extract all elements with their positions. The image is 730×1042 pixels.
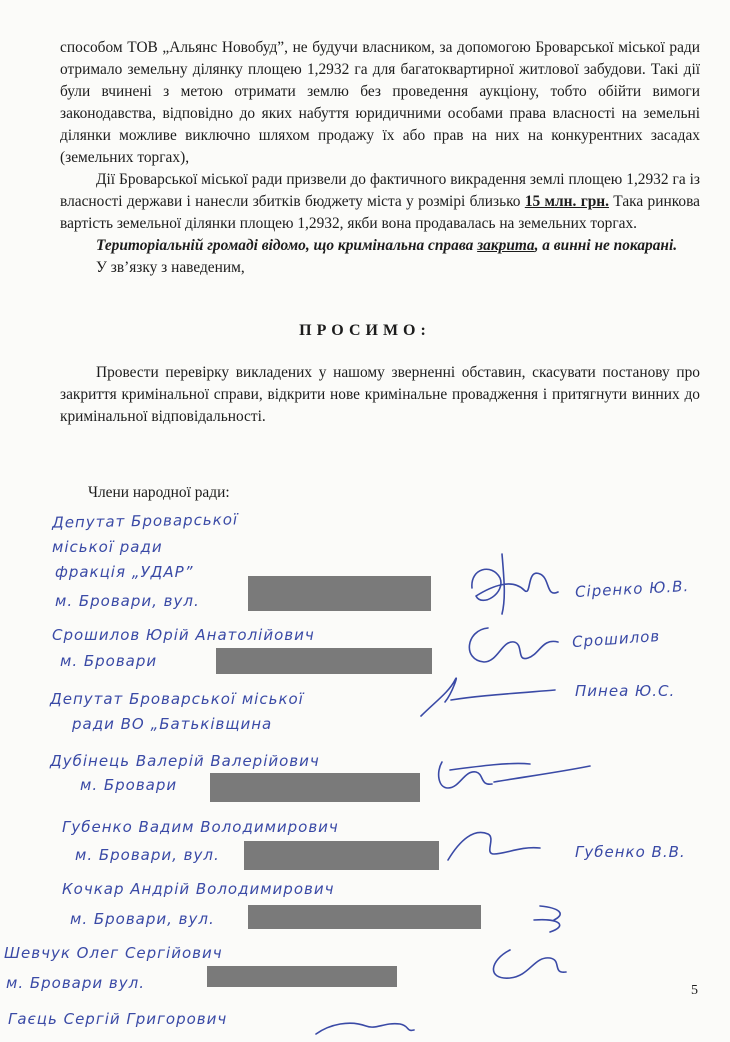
signature-mark: [440, 820, 550, 870]
paragraph-2: [60, 169, 700, 235]
redaction-box: [207, 966, 397, 987]
body-text: [60, 37, 700, 279]
paragraph-3: [60, 235, 700, 257]
handwritten-line: Депутат Броварської міської: [50, 690, 304, 708]
paragraph-3-start: Територіальній громаді відомо, що кримінальна справа: [96, 237, 478, 254]
signature-mark: [470, 900, 580, 990]
handwritten-line: Пинеа Ю.С.: [575, 682, 676, 700]
handwritten-line: м. Бровари: [80, 776, 178, 794]
handwritten-line: ради ВО „Батьківщина: [72, 715, 273, 733]
handwritten-line: Губенко Вадим Володимирович: [62, 818, 339, 836]
handwritten-line: Срошилов: [571, 626, 661, 652]
damage-amount: 15 млн. грн.: [524, 193, 609, 210]
paragraph-2-end: Така ринкова вартість земельної ділянки площею 1,2932, якби вона продавалась на земельних торгах.: [60, 193, 700, 232]
handwritten-line: Срошилов Юрій Анатолійович: [52, 626, 315, 644]
paragraph-1: способом ТОВ „Альянс Новобуд”, не будучи власником, за допомогою Броварської міської ради отримало земельну ділянку площею 1,2932 га для багатоквартирної житлової забудови. Такі дії були вчинені з метою отримати землю без проведення аукціону, тобто обійти вимоги законодавства, відповідно до яких набуття юридичними особами права власності на земельні ділянки можливе виключно шляхом продажу їх або прав на них на конкурентних засадах (земельних торгах),: [60, 39, 700, 166]
request-text-block: [60, 362, 700, 428]
handwritten-line: м. Бровари, вул.: [75, 846, 220, 864]
handwritten-line: м. Бровари вул.: [6, 974, 145, 992]
handwritten-line: Гаєць Сергій Григорович: [8, 1010, 228, 1028]
handwritten-line: Губенко В.В.: [575, 843, 686, 861]
handwritten-line: фракція „УДАР”: [55, 563, 194, 581]
paragraph-2-start: Дії Броварської міської ради призвели до фактичного викрадення землі площею 1,2932 га із власності держави і нанесли збитків бюджету міста у розмірі близько: [60, 171, 700, 210]
redaction-box: [248, 905, 481, 929]
handwritten-line: Сіренко Ю.В.: [574, 577, 690, 601]
handwritten-line: м. Бровари, вул.: [70, 910, 215, 928]
signature-mark: [310, 1010, 420, 1040]
request-heading: ПРОСИМО:: [299, 322, 431, 339]
signature-mark: [458, 620, 568, 670]
handwritten-line: м. Бровари, вул.: [55, 592, 200, 610]
paragraph-4: У зв’язку з наведеним,: [96, 259, 245, 276]
request-paragraph: Провести перевірку викладених у нашому зверненні обставин, скасувати постанову про закриття кримінальної справи, відкрити нове кримінальне провадження і притягнути винних до кримінальної відповідальності.: [60, 364, 700, 425]
signature-mark: [462, 548, 572, 618]
page-number: 5: [691, 983, 698, 998]
redaction-box: [248, 576, 431, 611]
redaction-box: [244, 841, 439, 870]
signature-mark: [415, 672, 575, 722]
handwritten-line: міської ради: [52, 538, 163, 556]
redaction-box: [210, 773, 420, 802]
handwritten-line: Депутат Броварської: [51, 510, 239, 532]
handwritten-line: Кочкар Андрій Володимирович: [62, 880, 335, 898]
closed-word: закрита: [477, 237, 535, 254]
handwritten-line: Шевчук Олег Сергійович: [4, 944, 223, 962]
members-label: Члени народної ради:: [88, 484, 230, 501]
handwritten-line: Дубінець Валерій Валерійович: [50, 752, 320, 770]
signature-mark: [430, 752, 600, 802]
redaction-box: [216, 648, 432, 674]
handwritten-line: м. Бровари: [60, 652, 158, 670]
paragraph-3-end: , а винні не покарані.: [534, 237, 678, 254]
